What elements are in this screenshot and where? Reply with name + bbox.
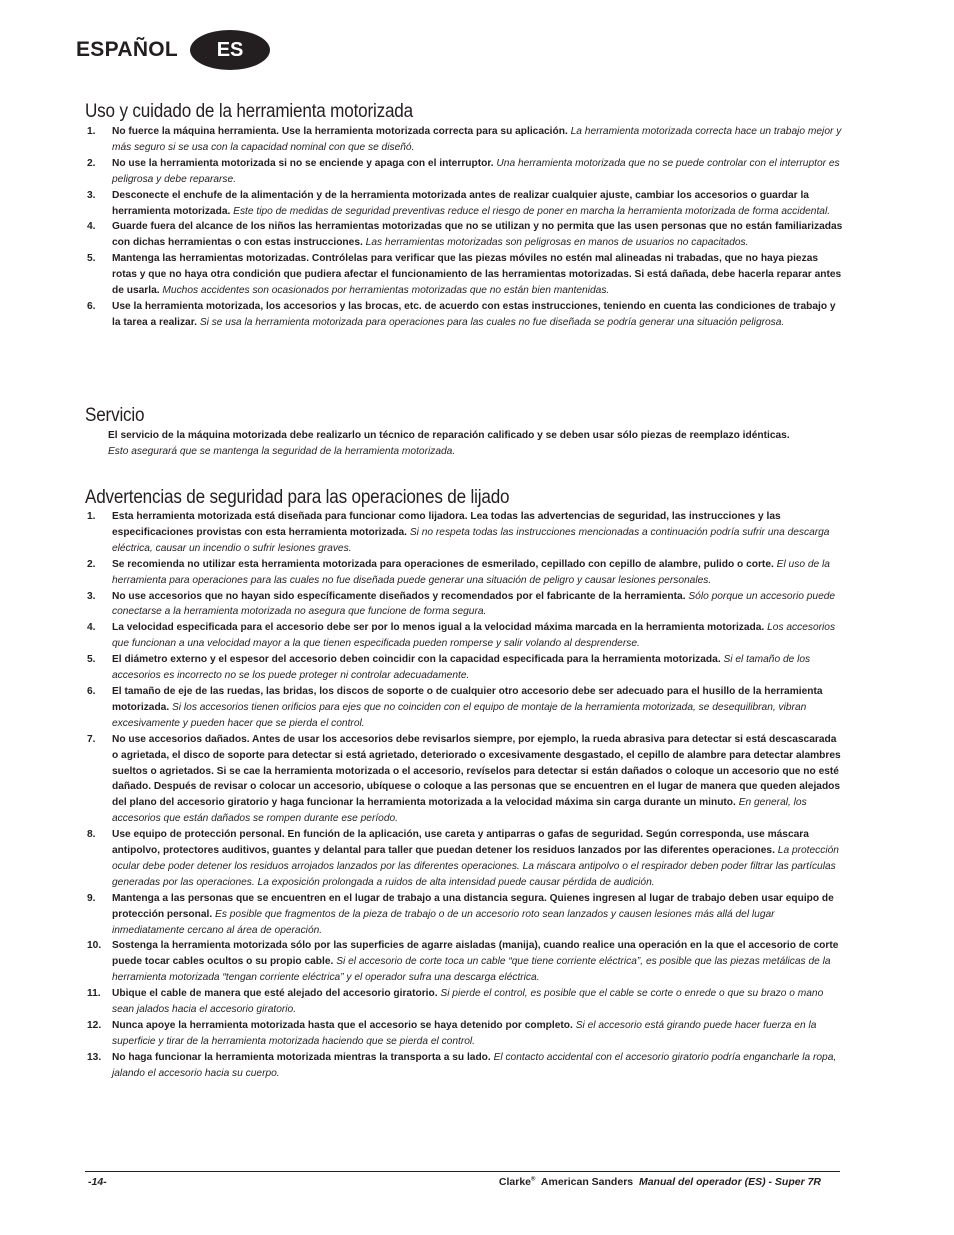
item-bold-text: Use equipo de protección personal. En función de la aplicación, use careta y antiparras o gafas de seguridad. Según corresponda, use máscara antipolvo, protectores auditivos, guantes y delantal para taller que puedan detener los residuos lanzados por las diferentes operaciones. [112, 829, 809, 857]
item-bold-text: No use la herramienta motorizada si no se enciende y apaga con el interruptor. [112, 157, 494, 169]
item-number: 3. [87, 189, 96, 201]
list-advertencias-lijado [85, 509, 845, 1082]
item-number: 13. [87, 1051, 102, 1063]
item-bold-text: Mantenga las herramientas motorizadas. Contrólelas para verificar que las piezas móviles no estén mal alineadas ni trabadas, que no haya piezas rotas y que no haya otra condición que pudiera afectar el funcionamiento de las herramientas motorizadas. Si está dañada, debe hacerla reparar antes de usarla. [112, 253, 842, 297]
item-number: 2. [87, 558, 96, 570]
item-bold-text: Sostenga la herramienta motorizada sólo por las superficies de agarre aisladas (manija), cuando realice una operación en la que el accesorio de corte puede tocar cables ocultos o su propio cable. [112, 940, 839, 968]
list-item [85, 188, 845, 220]
item-italic-text: Si los accesorios tienen orificios para ejes que no coinciden con el equipo de montaje de la herramienta motorizada, se desequilibran, vibran excesivamente y pueden hacer que se pierda el control. [112, 701, 807, 729]
list-item [85, 589, 845, 621]
list-item [85, 156, 845, 188]
list-item [85, 299, 845, 331]
item-number: 6. [87, 300, 96, 312]
item-bold-text: Esta herramienta motorizada está diseñada para funcionar como lijadora. Lea todas las advertencias de seguridad, las instrucciones y las especificaciones provistas con esta herramienta motorizada. [112, 511, 781, 538]
list-item [85, 684, 845, 732]
item-italic-text: Los accesorios que funcionan a una velocidad mayor a la que tienen especificada pueden romperse y salir volando al desprenderse. [112, 622, 836, 650]
item-italic-text: La herramienta motorizada correcta hace un trabajo mejor y más seguro si se usa con la capacidad nominal con que se diseñó. [112, 126, 842, 153]
item-bold-text: Desconecte el enchufe de la alimentación y de la herramienta motorizada antes de realizar cualquier ajuste, cambiar los accesorios o guardar la herramienta motorizada. [112, 189, 809, 217]
item-number: 6. [87, 685, 96, 697]
list-item [85, 251, 845, 299]
list-item [85, 124, 845, 156]
item-bold-text: No fuerce la máquina herramienta. Use la herramienta motorizada correcta para su aplicación. [112, 126, 568, 137]
item-number: 1. [87, 126, 96, 137]
section-title-uso-cuidado: Uso y cuidado de la herramienta motorizada [85, 101, 413, 122]
item-italic-text: En general, los accesorios que están dañados se rompen durante ese período. [112, 797, 807, 825]
item-italic-text: Una herramienta motorizada que no se puede controlar con el interruptor es peligrosa y debe repararse. [112, 157, 840, 185]
item-italic-text: Es posible que fragmentos de la pieza de trabajo o de un accesorio roto sean lanzados y causen lesiones más allá del lugar inmediatamente cercano al área de operación. [112, 908, 775, 936]
item-italic-text: Las herramientas motorizadas son peligrosas en manos de usuarios no capacitados. [365, 237, 749, 249]
item-italic-text: Sólo porque un accesorio puede conectarse a la herramienta motorizada no asegura que funcione de forma segura. [112, 590, 836, 618]
item-italic-text: Si el accesorio está girando puede hacer fuerza en la superficie y tirar de la herramienta motorizada haciendo que se pierda el control. [112, 1020, 817, 1047]
item-number: 4. [87, 221, 96, 233]
list-item [85, 986, 845, 1018]
item-bold-text: Nunca apoye la herramienta motorizada hasta que el accesorio se haya detenido por completo. [112, 1020, 573, 1031]
item-number: 8. [87, 829, 96, 841]
item-bold-text: Guarde fuera del alcance de los niños las herramientas motorizadas que no se utilizan y no permita que las usen personas que no están familiarizadas con dichas herramientas o con estas instrucciones. [112, 221, 843, 249]
item-italic-text: Si el accesorio de corte toca un cable “que tiene corriente eléctrica”, es posible que las piezas metálicas de la herramienta motorizada “tengan corriente eléctrica” y el operador sufra una descarga eléctrica. [112, 956, 831, 984]
item-number: 7. [87, 733, 96, 745]
list-item [85, 557, 845, 589]
item-bold-text: Se recomienda no utilizar esta herramienta motorizada para operaciones de esmerilado, cepillado con cepillo de alambre, pulido o corte. [112, 558, 774, 570]
list-item [85, 1018, 845, 1050]
list-uso-cuidado [85, 124, 845, 331]
footer-brand-mark: ® [531, 1176, 536, 1183]
item-bold-text: No use accesorios que no hayan sido específicamente diseñados y recomendados por el fabricante de la herramienta. [112, 590, 686, 602]
item-number: 12. [87, 1020, 102, 1031]
item-number: 5. [87, 654, 96, 666]
item-number: 2. [87, 157, 96, 169]
list-item [85, 732, 845, 827]
list-item [85, 1050, 845, 1082]
language-title: ESPAÑOL [76, 38, 179, 61]
list-item [85, 652, 845, 684]
list-item [85, 620, 845, 652]
item-bold-text: Mantenga a las personas que se encuentren en el lugar de trabajo a una distancia segura. Quienes ingresen al lugar de trabajo deben usar equipo de protección personal. [112, 892, 834, 920]
item-italic-text: Muchos accidentes son ocasionados por herramientas motorizadas que no están bien mantenidas. [162, 285, 610, 297]
item-italic-text: El uso de la herramienta para operaciones para las cuales no fue diseñada puede generar una situación de peligro y causar lesiones personales. [112, 558, 830, 586]
language-badge: ES [190, 30, 270, 70]
item-bold-text: No use accesorios dañados. Antes de usar los accesorios debe revisarlos siempre, por ejemplo, la rueda abrasiva para detectar si está descascarada o agrietada, el disco de soporte para detectar si está agrietado, deteriorado o excesivamente desgastado, el cepillo de alambre para detectar alambres sueltos o agrietados. Si se cae la herramienta motorizada o el accesorio, revíselos para detectar si están dañados o coloque un accesorio que no esté dañado. Después de revisar o colocar un accesorio, ubíquese o coloque a las personas que se encuentren en el lugar de manera que queden alejados del plano del accesorio giratorio y haga funcionar la herramienta motorizada a la velocidad máxima sin carga durante un minuto. [112, 733, 841, 809]
footer-divider [85, 1171, 840, 1172]
service-italic-text: Esto asegurará que se mantenga la seguridad de la herramienta motorizada. [108, 445, 456, 457]
item-italic-text: Si pierde el control, es posible que el cable se corte o enrede o que su brazo o mano sean jalados hacia el accesorio giratorio. [112, 988, 824, 1016]
footer-brand: Clarke [498, 1176, 532, 1188]
section-title-servicio: Servicio [85, 405, 145, 426]
list-item [85, 827, 845, 891]
item-bold-text: La velocidad especificada para el accesorio debe ser por lo menos igual a la velocidad máxima marcada en la herramienta motorizada. [112, 622, 765, 634]
item-italic-text: Si no respeta todas las instrucciones mencionadas a continuación podría sufrir una descarga eléctrica, causar un incendio o sufrir lesiones graves. [112, 526, 830, 554]
language-header [76, 30, 270, 70]
section-title-advertencias-lijado: Advertencias de seguridad para las operaciones de lijado [85, 487, 510, 508]
footer-company: American Sanders [540, 1176, 634, 1188]
service-paragraph [108, 428, 848, 460]
item-number: 10. [87, 940, 102, 952]
item-italic-text: La protección ocular debe poder detener los residuos arrojados lanzados por las diferentes operaciones. La máscara antipolvo o el respirador deben poder filtrar las partículas generadas por las operaciones. La exposición prolongada a ruidos de alta intensidad puede causar pérdida de audición. [112, 845, 839, 888]
item-bold-text: Use la herramienta motorizada, los accesorios y las brocas, etc. de acuerdo con estas instrucciones, teniendo en cuenta las condiciones de trabajo y la tarea a realizar. [112, 300, 836, 328]
item-bold-text: El tamaño de eje de las ruedas, las bridas, los discos de soporte o de cualquier otro accesorio debe ser adecuado para el husillo de la herramienta motorizada. [112, 685, 823, 713]
item-italic-text: Si se usa la herramienta motorizada para operaciones para las cuales no fue diseñada se podría generar una situación peligrosa. [199, 316, 785, 328]
list-item [85, 509, 845, 557]
list-item [85, 891, 845, 939]
item-number: 5. [87, 253, 96, 265]
item-number: 3. [87, 590, 96, 602]
item-bold-text: El diámetro externo y el espesor del accesorio deben coincidir con la capacidad especificada para la herramienta motorizada. [112, 654, 721, 666]
footer-title [499, 1176, 821, 1188]
list-item [85, 219, 845, 251]
item-number: 9. [87, 892, 96, 904]
item-number: 11. [87, 988, 101, 1000]
item-bold-text: No haga funcionar la herramienta motorizada mientras la transporta a su lado. [112, 1051, 491, 1063]
item-number: 4. [87, 622, 96, 634]
item-italic-text: El contacto accidental con el accesorio giratorio podría engancharle la ropa, jalando el accesorio hacia su cuerpo. [112, 1051, 837, 1079]
item-italic-text: Si el tamaño de los accesorios es incorrecto no se los puede proteger ni controlar adecuadamente. [112, 654, 811, 682]
item-number: 1. [87, 511, 96, 522]
footer-manual-title: Manual del operador (ES) - Super 7R [638, 1176, 821, 1188]
item-italic-text: Este tipo de medidas de seguridad preventivas reduce el riesgo de poner en marcha la herramienta motorizada de forma accidental. [233, 205, 831, 217]
service-bold-text: El servicio de la máquina motorizada debe realizarlo un técnico de reparación calificado y se deben usar sólo piezas de reemplazo idénticas. [108, 430, 790, 441]
page-number: -14- [88, 1176, 107, 1188]
list-item [85, 938, 845, 986]
item-bold-text: Ubique el cable de manera que esté alejado del accesorio giratorio. [112, 988, 438, 1000]
